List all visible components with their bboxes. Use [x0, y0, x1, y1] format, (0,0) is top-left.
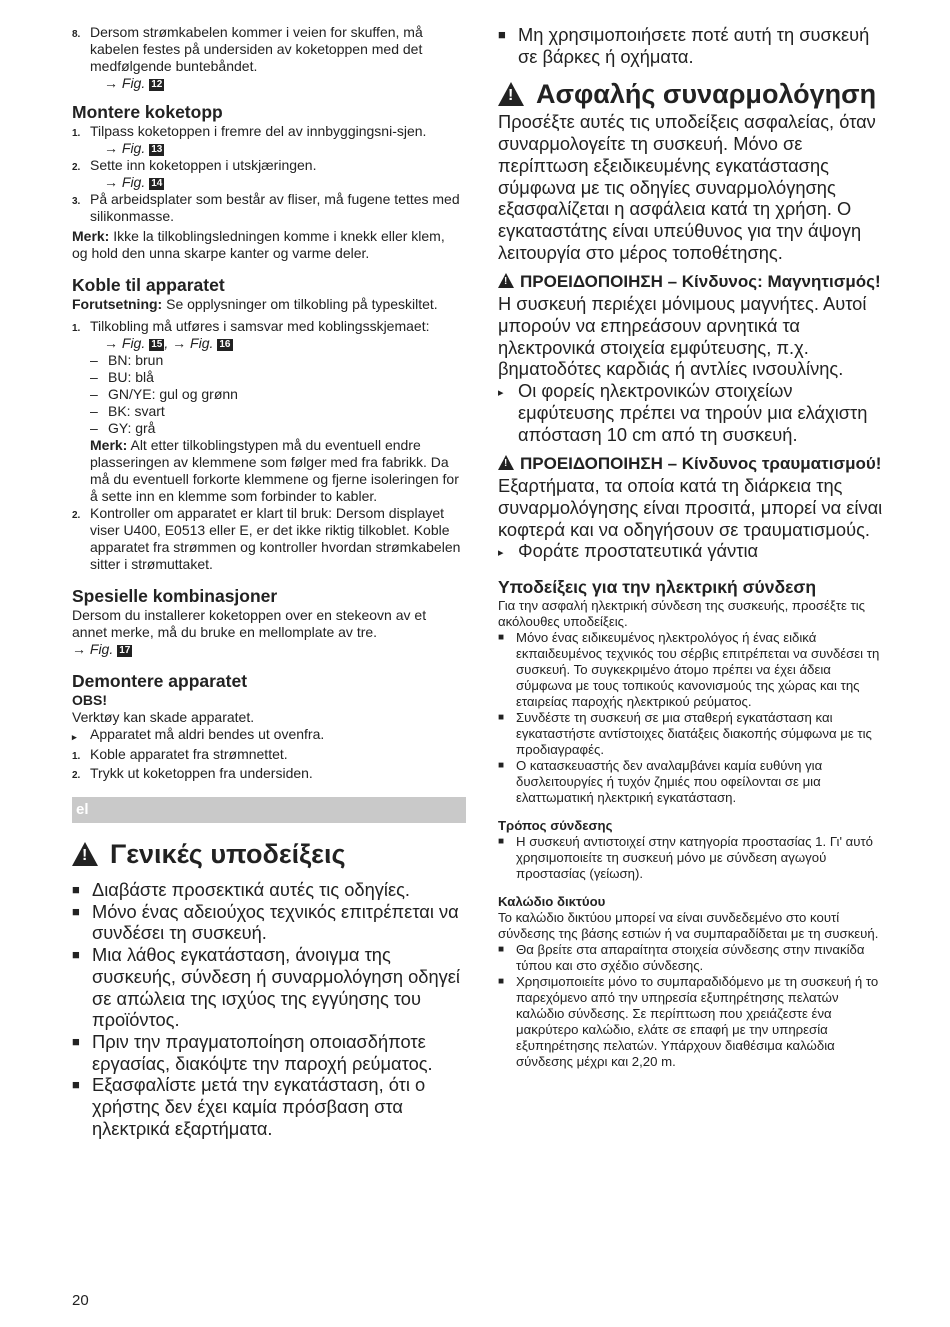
- koble-step-2: 2. Kontroller om apparatet er klart til bruk: Dersom displayet viser U400, E0513 eller E, er det ikke riktig tilkoblet. Koble apparatet fra strømmen og kontroller hvordan strømkabelen sitter i strømuttaket.: [72, 505, 461, 572]
- right-column: [498, 24, 890, 1070]
- warning-injury-text: Εξαρτήματα, τα οποία κατά τη διάρκεια της συναρμολόγησης είναι προσιτά, μπορεί να είναι κοφτερά και να οδηγήσουν σε τραυματισμούς.: [498, 475, 883, 540]
- step-8: [72, 24, 464, 92]
- montere-step-2: 2. Sette inn koketoppen i utskjæringen. → Fig. 14: [72, 157, 464, 191]
- obs-label: OBS!: [72, 692, 107, 708]
- general-bullet: ■ Εξασφαλίστε μετά την εγκατάσταση, ότι ο χρήστης δεν έχει καμία πρόσβαση στα ηλεκτρικά εξαρτήματα.: [72, 1074, 426, 1139]
- warning-magnetism-heading: !ΠΡΟΕΙΔΟΠΟΙΗΣΗ – Κίνδυνος: Μαγνητισμός!: [498, 271, 890, 293]
- warning-icon: [498, 82, 524, 106]
- warning-injury-action: ▸ Φοράτε προστατευτικά γάντια: [498, 540, 759, 562]
- page-number: 20: [72, 1292, 89, 1309]
- wire-item: – BU: blå: [90, 369, 154, 385]
- warning-injury-heading: !ΠΡΟΕΙΔΟΠΟΙΗΣΗ – Κίνδυνος τραυματισμού!: [498, 453, 890, 475]
- demontere-step-1: 1. Koble apparatet fra strømnettet.: [72, 746, 288, 762]
- general-bullet: ■ Μόνο ένας αδειούχος τεχνικός επιτρέπεται να συνδέσει τη συσκευή.: [72, 900, 459, 944]
- step-number: 8.: [72, 29, 81, 40]
- general-bullet: ■ Πριν την πραγματοποίηση οποιασδήποτε εργασίας, διακόψτε την παροχή ρεύματος.: [72, 1030, 433, 1074]
- heading-safe-assembly: ! Ασφαλής συναρμολόγηση: [498, 77, 890, 111]
- warning-magnetism-action: ▸ Οι φορείς ηλεκτρονικών στοιχείων εμφύτευσης πρέπει να τηρούν μια ελάχιστη απόσταση 10 cm από τη συσκευή.: [498, 380, 868, 445]
- koble-note: Merk: Alt etter tilkoblingstypen må du eventuell endre plasseringen av klemmene som følger med fra fabrikk. Da må du eventuell forkorte klemmene og fjerne isoleringen for å sette inn en klemme som forbinder to kabler.: [90, 437, 459, 504]
- electric-bullet: ■ Μόνο ένας ειδικευμένος ηλεκτρολόγος ή ένας ειδικά εκπαιδευμένος τεχνικός του σέρβις επιτρέπεται να συνδέσει τη συσκευή. Το συγκεκριμένο άτομο πρέπει να έχει άδεια σύμφωνα με τους τοπικούς κανονισμούς της χώρας και της εταιρείας παροχής ηλεκτρικού ρεύματος.: [498, 630, 880, 710]
- figure-ref: → Fig. 12: [104, 75, 163, 91]
- step-text: Dersom strømkabelen kommer i veien for skuffen, må kabelen festes på undersiden av koketoppen med det medfølgende buntebåndet.: [90, 24, 423, 74]
- figure-ref: → Fig. 13: [104, 140, 163, 156]
- heading-mains-cable: Καλώδιο δικτύου: [498, 894, 606, 910]
- general-bullet: ■ Διαβάστε προσεκτικά αυτές τις οδηγίες.: [72, 879, 411, 900]
- wire-item: – GN/YE: gul og grønn: [90, 386, 238, 402]
- warning-magnetism-text: Η συσκευή περιέχει μόνιμους μαγνήτες. Αυτοί μπορούν να επηρεάσουν αρνητικά τα ηλεκτρονικά στοιχεία εμφύτευσης, π.χ. βηματοδότες καρδιάς ή αντλίες ινσουλίνης.: [498, 293, 867, 380]
- wire-item: – BK: svart: [90, 403, 165, 419]
- heading-demontere: Demontere apparatet: [72, 671, 248, 691]
- koble-step-1: 1. Tilkobling må utføres i samsvar med koblingsskjemaet: → Fig. 15 , → Fig. 16 – BN: brun – BU: blå – GN/YE: gul og grønn – BK: svart – GY: grå Merk: Alt etter tilkoblingstypen må du eventuell endre plasseringen av klemmene som følger med fra fabrikk. Da må du eventuell forkorte klemmene og fjerne isoleringen for å sette inn en klemme som forbinder to kabler.: [72, 318, 464, 505]
- demontere-step-2: 2. Trykk ut koketoppen fra undersiden.: [72, 765, 313, 781]
- figure-ref: → Fig. 17: [72, 641, 131, 657]
- figure-ref: → Fig. 14: [104, 174, 163, 190]
- warning-icon: [72, 842, 98, 866]
- heading-connection-mode: Τρόπος σύνδεσης: [498, 818, 613, 834]
- wire-item: – GY: grå: [90, 420, 156, 436]
- montere-note: Merk: Ikke la tilkoblingsledningen komme i knekk eller klem, og hold den unna skarpe kanter og varme deler.: [72, 228, 445, 261]
- top-bullet: ■ Μη χρησιμοποιήσετε ποτέ αυτή τη συσκευή σε βάρκες ή οχήματα.: [498, 24, 870, 67]
- heading-general: ! Γενικές υποδείξεις: [72, 837, 464, 871]
- wire-item: – BN: brun: [90, 352, 164, 368]
- demontere-bullet: ▸ Apparatet må aldri bendes ut ovenfra.: [72, 726, 325, 742]
- obs-text: Verktøy kan skade apparatet.: [72, 709, 255, 725]
- montere-step-1: 1. Tilpass koketoppen i fremre del av innbyggingsni-sjen. → Fig. 13: [72, 123, 464, 157]
- heading-montere: Montere koketopp: [72, 102, 223, 122]
- safe-text: Προσέξτε αυτές τις υποδείξεις ασφαλείας, όταν συναρμολογείτε τη συσκευή. Μόνο σε περίπτωση εξειδικευμένης εγκατάστασης σύμφωνα με τις οδηγίες συναρμολόγησης εξασφαλίζεται η ασφάλεια κατά τη χρήση. Ο εγκαταστάτης είναι υπεύθυνος για την άψογη λειτουργία στο μέρος τοποθέτησης.: [498, 111, 876, 263]
- figure-number: 12: [151, 79, 163, 90]
- mode-bullet: ■ Η συσκευή αντιστοιχεί στην κατηγορία προστασίας 1. Γι' αυτό χρησιμοποιείτε τη συσκευή μόνο με σύνδεση αγωγού προστασίας (γείωση).: [498, 834, 874, 882]
- left-column: [72, 24, 464, 1139]
- heading-spesielle: Spesielle kombinasjoner: [72, 586, 278, 606]
- electric-intro: Για την ασφαλή ηλεκτρική σύνδεση της συσκευής, προσέξτε τις ακόλουθες υποδείξεις.: [498, 598, 866, 630]
- warning-icon: [498, 273, 514, 288]
- language-section-bar: el: [72, 797, 466, 823]
- figure-ref: → Fig. 15 , → Fig. 16: [104, 335, 231, 351]
- general-bullet: ■ Μια λάθος εγκατάσταση, άνοιγμα της συσκευής, σύνδεση ή συναρμολόγηση οδηγεί σε απώλεια της ισχύος της εγγύησης του προϊόντος.: [72, 944, 460, 1031]
- electric-bullet: ■ Συνδέστε τη συσκευή σε μια σταθερή εγκατάσταση και εγκαταστήστε αντίστοιχες διατάξεις διακοπής σύμφωνα με τις προδιαγραφές.: [498, 710, 872, 758]
- spesielle-text: Dersom du installerer koketoppen over en stekeovn av et annet merke, må du bruke en mellomplate av tre.: [72, 607, 427, 640]
- koble-prerequisite: Forutsetning: Se opplysninger om tilkobling på typeskiltet.: [72, 296, 438, 312]
- warning-icon: [498, 455, 514, 470]
- cable-intro: Το καλώδιο δικτύου μπορεί να είναι συνδεδεμένο στο κουτί σύνδεσης της βάσης εστιών ή να συμπαραδίδεται με τη συσκευή.: [498, 910, 879, 942]
- heading-electric: Υποδείξεις για την ηλεκτρική σύνδεση: [498, 577, 817, 598]
- heading-koble: Koble til apparatet: [72, 275, 225, 295]
- cable-bullet: ■ Θα βρείτε στα απαραίτητα στοιχεία σύνδεσης στην πινακίδα τύπου και στο σχέδιο σύνδεσης.: [498, 942, 865, 974]
- montere-step-3: 3. På arbeidsplater som består av fliser, må fugene tettes med silikonmasse.: [72, 191, 460, 224]
- cable-bullet: ■ Χρησιμοποιείτε μόνο το συμπαραδιδόμενο με τη συσκευή ή το παρεχόμενο από την υπηρεσία εξυπηρέτησης πελατών καλώδιο σύνδεσης. Σε περίπτωση που χρειάζεστε ένα μακρύτερο καλώδιο, ελάτε σε επαφή με την υπηρεσία εξυπηρέτησης πελατών. Υπάρχουν διαθέσιμα καλώδια σύνδεσης μέχρι και 2,20 m.: [498, 974, 879, 1070]
- electric-bullet: ■ Ο κατασκευαστής δεν αναλαμβάνει καμία ευθύνη για δυσλειτουργίες ή τυχόν ζημιές που οφείλονται σε μια ελαττωματική ηλεκτρική εγκατάσταση.: [498, 758, 823, 806]
